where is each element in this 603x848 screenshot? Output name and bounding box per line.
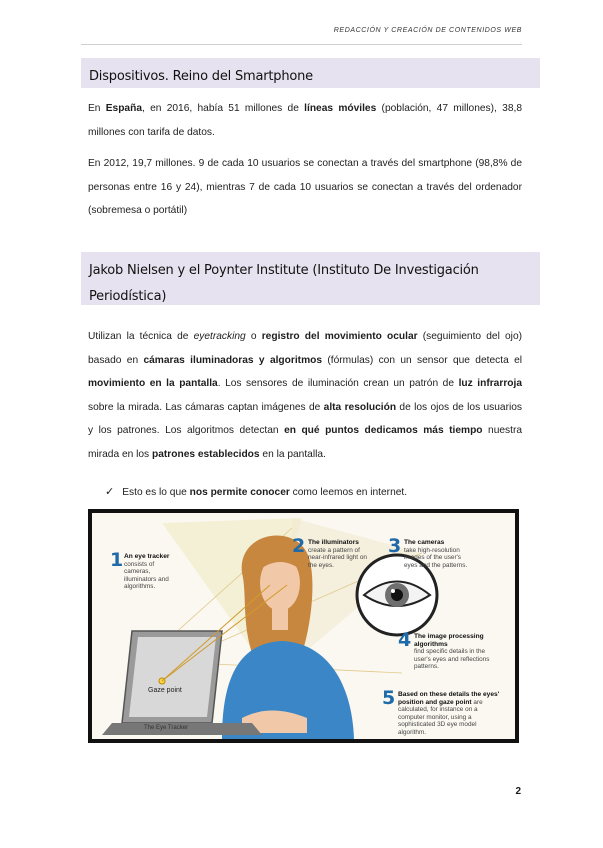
step-number: 5 bbox=[382, 687, 396, 709]
header-divider bbox=[81, 44, 522, 45]
section-title: Jakob Nielsen y el Poynter Institute (Instituto De Investigación Periodística) bbox=[89, 263, 479, 304]
section-heading-nielsen bbox=[81, 252, 540, 305]
paragraph-spain-lines: En España, en 2016, había 51 millones de líneas móviles (población, 47 millones), 38,8 millones con tarifa de datos. bbox=[88, 103, 522, 138]
paragraph-2012-stats: En 2012, 19,7 millones. 9 de cada 10 usuarios se conectan a través del smartphone (98,8% de personas entre 16 y 24), mientras 7 de cada 10 usuarios se conectan a través del ordenador (sobremesa o portátil) bbox=[88, 158, 522, 216]
checklist-item: ✓ Esto es lo que nos permite conocer como leemos en internet. bbox=[105, 486, 408, 498]
section-heading-smartphone bbox=[81, 58, 540, 88]
step-2-caption: The illuminators create a pattern of near-infrared light on the eyes. bbox=[308, 539, 367, 569]
section-title: Dispositivos. Reino del Smartphone bbox=[89, 69, 313, 84]
step-1-caption: An eye tracker consists of cameras, illuminators and algorithms. bbox=[124, 553, 170, 591]
step-3-caption: The cameras take high-resolution images of the user's eyes and the patterns. bbox=[404, 539, 468, 569]
step-5-caption: Based on these details the eyes' position and gaze point are calculated, for instance on a computer monitor, using a sophisticated 3D eye model algorithm. bbox=[398, 691, 500, 736]
step-number: 1 bbox=[110, 549, 124, 571]
running-header: REDACCIÓN Y CREACIÓN DE CONTENIDOS WEB bbox=[333, 27, 522, 34]
paragraph-eyetracking: Utilizan la técnica de eyetracking o registro del movimiento ocular (seguimiento del ojo) basado en cámaras iluminadoras y algoritmos (fórmulas) con un sensor que detecta el movimiento en la pantalla. Los sensores de iluminación crean un patrón de luz infrarroja sobre la mirada. Las cámaras captan imágenes de alta resolución de los ojos de los usuarios y los patrones. Los algoritmos detectan en qué puntos dedicamos más tiempo nuestra mirada en los patrones establecidos en la pantalla. bbox=[88, 331, 523, 460]
step-number: 4 bbox=[398, 629, 412, 651]
step-number: 2 bbox=[292, 535, 306, 557]
step-4-caption: The image processing algorithms find specific details in the user's eyes and reflections patterns. bbox=[414, 633, 490, 671]
step-number: 3 bbox=[388, 535, 402, 557]
page-number: 2 bbox=[515, 786, 521, 797]
eye-tracker-label: The Eye Tracker bbox=[144, 725, 189, 731]
checkmark-icon: ✓ bbox=[105, 486, 115, 498]
gaze-point-label: Gaze point bbox=[148, 687, 182, 694]
eye-tracking-diagram bbox=[88, 509, 519, 743]
